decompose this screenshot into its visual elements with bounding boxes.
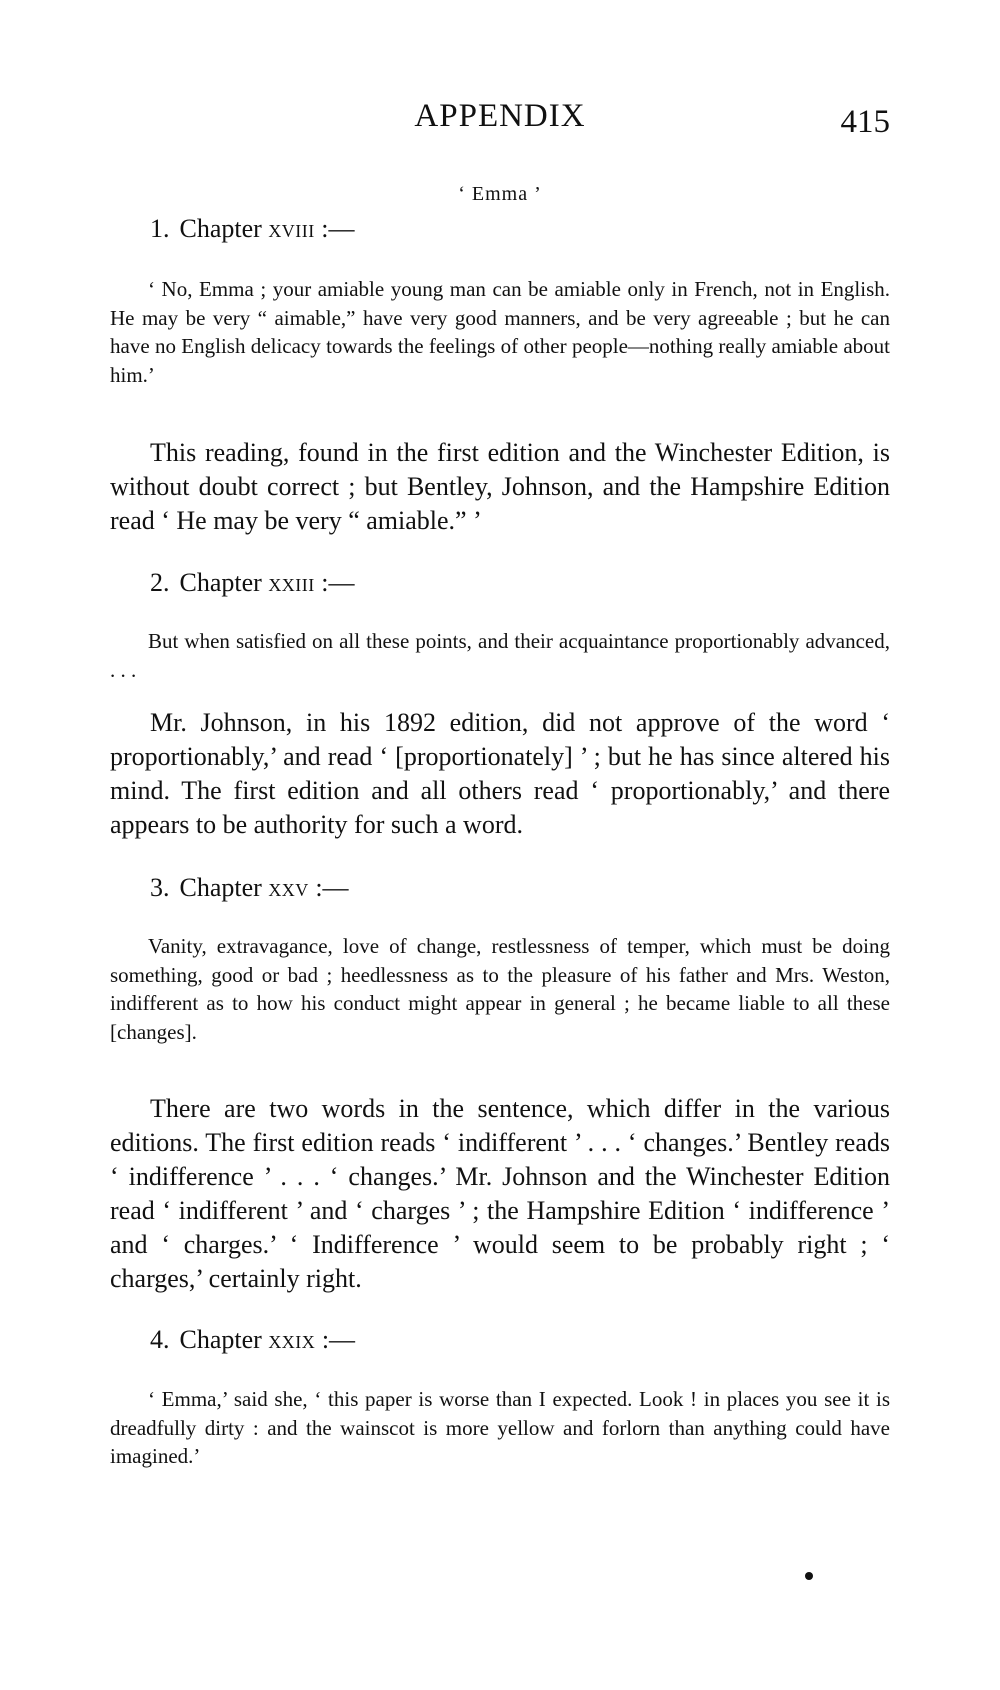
- end-mark-dot: [805, 1572, 813, 1580]
- chapter-number: 3.: [150, 873, 170, 902]
- chapter-roman: xxix: [268, 1325, 316, 1354]
- chapter-label: Chapter: [179, 214, 262, 243]
- section-title: ‘ Emma ’: [458, 183, 542, 205]
- chapter-number: 1.: [150, 214, 170, 243]
- chapter-label: Chapter: [179, 873, 262, 902]
- chapter-suffix: :—: [308, 873, 349, 902]
- commentary-paragraph-3: There are two words in the sentence, which differ in the various editions. The first edition reads ‘ indifferent ’ . . . ‘ changes.’ Bentley reads ‘ indifference ’ . . . ‘ changes.’ Mr. Johnson and the Winchester Edition read ‘ indifferent ’ and ‘ charges ’ ; the Hampshire Edition ‘ indifference ’ and ‘ charges.’ ‘ Indifference ’ would seem to be probably right ; ‘ charges,’ certainly right.: [110, 1094, 890, 1293]
- chapter-roman: xviii: [268, 214, 315, 243]
- chapter-suffix: :—: [314, 214, 355, 243]
- chapter-roman: xxiii: [268, 568, 315, 597]
- quoted-passage-3: Vanity, extravagance, love of change, restlessness of temper, which must be doing something, good or bad ; heedlessness as to the pleasure of his father and Mrs. Weston, indifferent as to how his conduct might appear in general ; he became liable to all these [changes].: [110, 934, 890, 1044]
- chapter-number: 4.: [150, 1325, 170, 1354]
- chapter-roman: xxv: [268, 873, 309, 902]
- running-head: [0, 98, 1000, 148]
- page-title: APPENDIX: [414, 98, 586, 134]
- commentary-paragraph-1: This reading, found in the first edition and the Winchester Edition, is without doubt correct ; but Bentley, Johnson, and the Hampshire Edition read ‘ He may be very “ amiable.” ’: [110, 438, 890, 535]
- chapter-heading-4: [150, 1325, 355, 1355]
- quoted-passage-2: But when satisfied on all these points, and their acquaintance proportionably advanced, . . .: [110, 629, 890, 682]
- chapter-heading-1: [150, 214, 355, 244]
- commentary-paragraph-2: Mr. Johnson, in his 1892 edition, did not approve of the word ‘ proportionably,’ and read ‘ [proportionately] ’ ; but he has since altered his mind. The first edition and all others read ‘ proportionably,’ and there appears to be authority for such a word.: [110, 708, 890, 839]
- chapter-suffix: :—: [315, 1325, 356, 1354]
- quoted-passage-1: ‘ No, Emma ; your amiable young man can be amiable only in French, not in English. He may be very “ aimable,” have very good manners, and be very agreeable ; but he can have no English delicacy towards the feelings of other people—nothing really amiable about him.’: [110, 277, 890, 387]
- chapter-label: Chapter: [179, 1325, 262, 1354]
- quoted-passage-4: ‘ Emma,’ said she, ‘ this paper is worse than I expected. Look ! in places you see it is dreadfully dirty : and the wainscot is more yellow and forlorn than anything could have imagined.’: [110, 1387, 890, 1468]
- chapter-suffix: :—: [314, 568, 355, 597]
- chapter-heading-2: [150, 568, 355, 598]
- page-number: 415: [840, 104, 890, 140]
- chapter-label: Chapter: [179, 568, 262, 597]
- chapter-heading-3: [150, 873, 349, 903]
- chapter-number: 2.: [150, 568, 170, 597]
